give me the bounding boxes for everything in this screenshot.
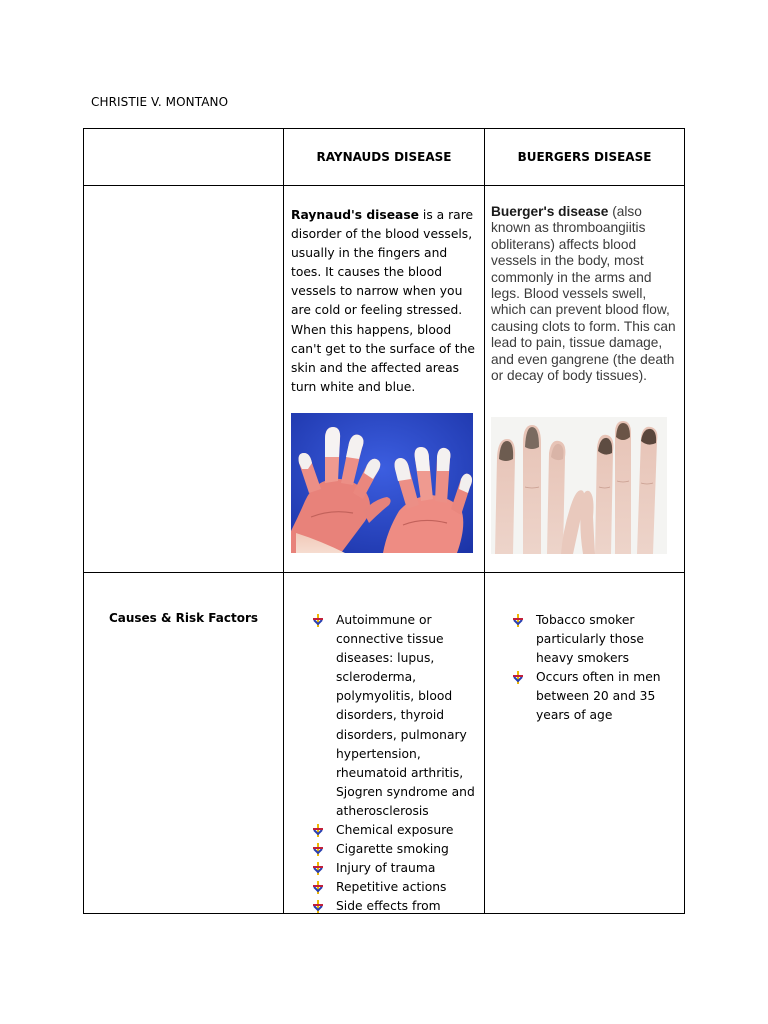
table-divider-col2 bbox=[484, 128, 485, 914]
table-divider-description bbox=[83, 572, 685, 573]
buergers-term: Buerger's disease bbox=[491, 204, 609, 219]
buergers-causes-list bbox=[512, 611, 680, 726]
buergers-description bbox=[491, 204, 681, 384]
arrow-bullet-icon bbox=[512, 671, 524, 684]
raynauds-term: Raynaud's disease bbox=[291, 208, 420, 222]
list-item: Chemical exposure bbox=[312, 821, 480, 840]
arrow-bullet-icon bbox=[312, 862, 324, 875]
header-buergers: BUERGERS DISEASE bbox=[517, 150, 652, 164]
raynauds-description-text: is a rare disorder of the blood vessels, usually in the fingers and toes. It causes the blood vessels to narrow when you are cold or feeling stressed. When this happens, blood can't get to the surface of the skin and the affected areas turn white and blue. bbox=[291, 208, 475, 394]
list-item: Injury of trauma bbox=[312, 859, 480, 878]
table-divider-col1 bbox=[283, 128, 284, 914]
list-item: Autoimmune or connective tissue diseases: lupus, scleroderma, polymyolitis, blood disorders, thyroid disorders, pulmonary hypertension, rheumatoid arthritis, Sjogren syndrome and atherosclerosis bbox=[312, 611, 480, 821]
table-border-right bbox=[684, 128, 685, 914]
buergers-fingers-photo bbox=[491, 417, 667, 554]
raynauds-description bbox=[291, 206, 477, 397]
arrow-bullet-icon bbox=[312, 614, 324, 627]
table-border-top bbox=[83, 128, 685, 129]
list-item: Cigarette smoking bbox=[312, 840, 480, 859]
raynauds-hands-photo bbox=[291, 413, 473, 553]
arrow-bullet-icon bbox=[312, 824, 324, 837]
list-item: Side effects from bbox=[312, 897, 480, 916]
header-raynauds: RAYNAUDS DISEASE bbox=[316, 150, 452, 164]
author-name: CHRISTIE V. MONTANO bbox=[91, 95, 229, 109]
arrow-bullet-icon bbox=[512, 614, 524, 627]
list-item: Occurs often in men between 20 and 35 years of age bbox=[512, 668, 680, 725]
table-border-left bbox=[83, 128, 84, 914]
list-item: Tobacco smoker particularly those heavy smokers bbox=[512, 611, 680, 668]
table-divider-header bbox=[83, 185, 685, 186]
buergers-description-text: (also known as thromboangiitis obliterans) affects blood vessels in the body, most commonly in the arms and legs. Blood vessels swell, which can prevent blood flow, causing clots to form. This can lead to pain, tissue damage, and even gangrene (the death or decay of body tissues). bbox=[491, 204, 676, 384]
raynauds-causes-list bbox=[312, 611, 480, 917]
causes-row-label: Causes & Risk Factors bbox=[108, 611, 259, 625]
arrow-bullet-icon bbox=[312, 881, 324, 894]
arrow-bullet-icon bbox=[312, 843, 324, 856]
arrow-bullet-icon bbox=[312, 900, 324, 913]
list-item: Repetitive actions bbox=[312, 878, 480, 897]
